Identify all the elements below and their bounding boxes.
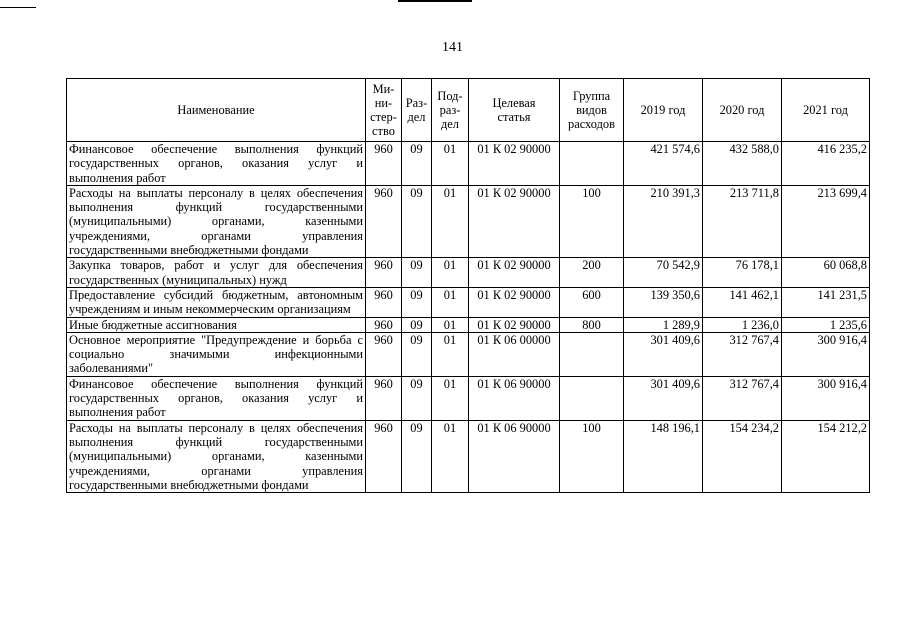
cell-ministry: 960: [366, 142, 402, 186]
cell-subsection: 01: [432, 376, 469, 420]
cell-ministry: 960: [366, 332, 402, 376]
cell-ministry: 960: [366, 258, 402, 288]
table-row: [67, 142, 870, 186]
page-number: 141: [442, 40, 463, 55]
cell-2019: 1 289,9: [624, 317, 703, 332]
cell-2021: 213 699,4: [782, 185, 870, 257]
cell-2019: 210 391,3: [624, 185, 703, 257]
table-row: [67, 287, 870, 317]
cell-expense-group: [560, 376, 624, 420]
column-header-expense-group: Группа видов расходов: [560, 79, 624, 142]
cell-target-article: 01 К 02 90000: [469, 258, 560, 288]
cell-name: Предоставление субсидий бюджетным, автономным учреждениям и иным некоммерческим организациям: [67, 287, 366, 317]
cell-expense-group: [560, 332, 624, 376]
cell-target-article: 01 К 02 90000: [469, 185, 560, 257]
cell-2021: 154 212,2: [782, 420, 870, 492]
cell-name: Расходы на выплаты персоналу в целях обеспечения выполнения функций государственными (муниципальными) органами, казенными учреждениями, органами управления государственными внебюджетными фондами: [67, 185, 366, 257]
column-header-section: Раз- дел: [402, 79, 432, 142]
cell-expense-group: 200: [560, 258, 624, 288]
scan-artifact-left: [0, 7, 36, 8]
cell-2021: 300 916,4: [782, 332, 870, 376]
cell-2021: 141 231,5: [782, 287, 870, 317]
cell-2020: 213 711,8: [703, 185, 782, 257]
cell-2021: 416 235,2: [782, 142, 870, 186]
cell-ministry: 960: [366, 376, 402, 420]
table-row: [67, 376, 870, 420]
table-row: [67, 317, 870, 332]
cell-name: Иные бюджетные ассигнования: [67, 317, 366, 332]
table-row: [67, 420, 870, 492]
cell-section: 09: [402, 317, 432, 332]
cell-2019: 301 409,6: [624, 376, 703, 420]
cell-section: 09: [402, 185, 432, 257]
column-header-subsection: Под- раз- дел: [432, 79, 469, 142]
column-header-2021: 2021 год: [782, 79, 870, 142]
cell-subsection: 01: [432, 185, 469, 257]
cell-2020: 1 236,0: [703, 317, 782, 332]
cell-2019: 421 574,6: [624, 142, 703, 186]
cell-name: Финансовое обеспечение выполнения функций государственных органов, оказания услуг и выполнения работ: [67, 376, 366, 420]
cell-name: Закупка товаров, работ и услуг для обеспечения государственных (муниципальных) нужд: [67, 258, 366, 288]
cell-section: 09: [402, 420, 432, 492]
cell-expense-group: [560, 142, 624, 186]
cell-2019: 301 409,6: [624, 332, 703, 376]
cell-target-article: 01 К 02 90000: [469, 142, 560, 186]
cell-ministry: 960: [366, 420, 402, 492]
cell-2019: 70 542,9: [624, 258, 703, 288]
cell-2019: 139 350,6: [624, 287, 703, 317]
cell-target-article: 01 К 06 90000: [469, 420, 560, 492]
cell-2021: 60 068,8: [782, 258, 870, 288]
cell-target-article: 01 К 02 90000: [469, 287, 560, 317]
cell-section: 09: [402, 287, 432, 317]
cell-expense-group: 600: [560, 287, 624, 317]
table-row: [67, 185, 870, 257]
table-row: [67, 258, 870, 288]
cell-2020: 432 588,0: [703, 142, 782, 186]
cell-2019: 148 196,1: [624, 420, 703, 492]
cell-section: 09: [402, 376, 432, 420]
cell-expense-group: 800: [560, 317, 624, 332]
cell-section: 09: [402, 258, 432, 288]
cell-ministry: 960: [366, 317, 402, 332]
cell-2020: 76 178,1: [703, 258, 782, 288]
cell-section: 09: [402, 332, 432, 376]
column-header-2020: 2020 год: [703, 79, 782, 142]
column-header-target-article: Целевая статья: [469, 79, 560, 142]
cell-2020: 154 234,2: [703, 420, 782, 492]
cell-target-article: 01 К 06 90000: [469, 376, 560, 420]
cell-2020: 312 767,4: [703, 376, 782, 420]
cell-section: 09: [402, 142, 432, 186]
cell-ministry: 960: [366, 185, 402, 257]
cell-subsection: 01: [432, 287, 469, 317]
column-header-name: Наименование: [67, 79, 366, 142]
column-header-2019: 2019 год: [624, 79, 703, 142]
cell-name: Расходы на выплаты персоналу в целях обеспечения выполнения функций государственными (муниципальными) органами, казенными учреждениями, органами управления государственными внебюджетными фондами: [67, 420, 366, 492]
cell-target-article: 01 К 02 90000: [469, 317, 560, 332]
scan-artifact-top: [398, 0, 472, 2]
cell-2021: 1 235,6: [782, 317, 870, 332]
cell-ministry: 960: [366, 287, 402, 317]
cell-2020: 312 767,4: [703, 332, 782, 376]
column-header-ministry: Ми- ни- стер- ство: [366, 79, 402, 142]
cell-2020: 141 462,1: [703, 287, 782, 317]
cell-subsection: 01: [432, 317, 469, 332]
cell-2021: 300 916,4: [782, 376, 870, 420]
cell-subsection: 01: [432, 420, 469, 492]
cell-subsection: 01: [432, 142, 469, 186]
cell-subsection: 01: [432, 258, 469, 288]
budget-table: [66, 78, 870, 493]
table-row: [67, 332, 870, 376]
table-header-row: [67, 79, 870, 142]
cell-subsection: 01: [432, 332, 469, 376]
cell-expense-group: 100: [560, 420, 624, 492]
cell-name: Основное мероприятие "Предупреждение и борьба с социально значимыми инфекционными заболеваниями": [67, 332, 366, 376]
cell-expense-group: 100: [560, 185, 624, 257]
cell-name: Финансовое обеспечение выполнения функций государственных органов, оказания услуг и выполнения работ: [67, 142, 366, 186]
cell-target-article: 01 К 06 00000: [469, 332, 560, 376]
